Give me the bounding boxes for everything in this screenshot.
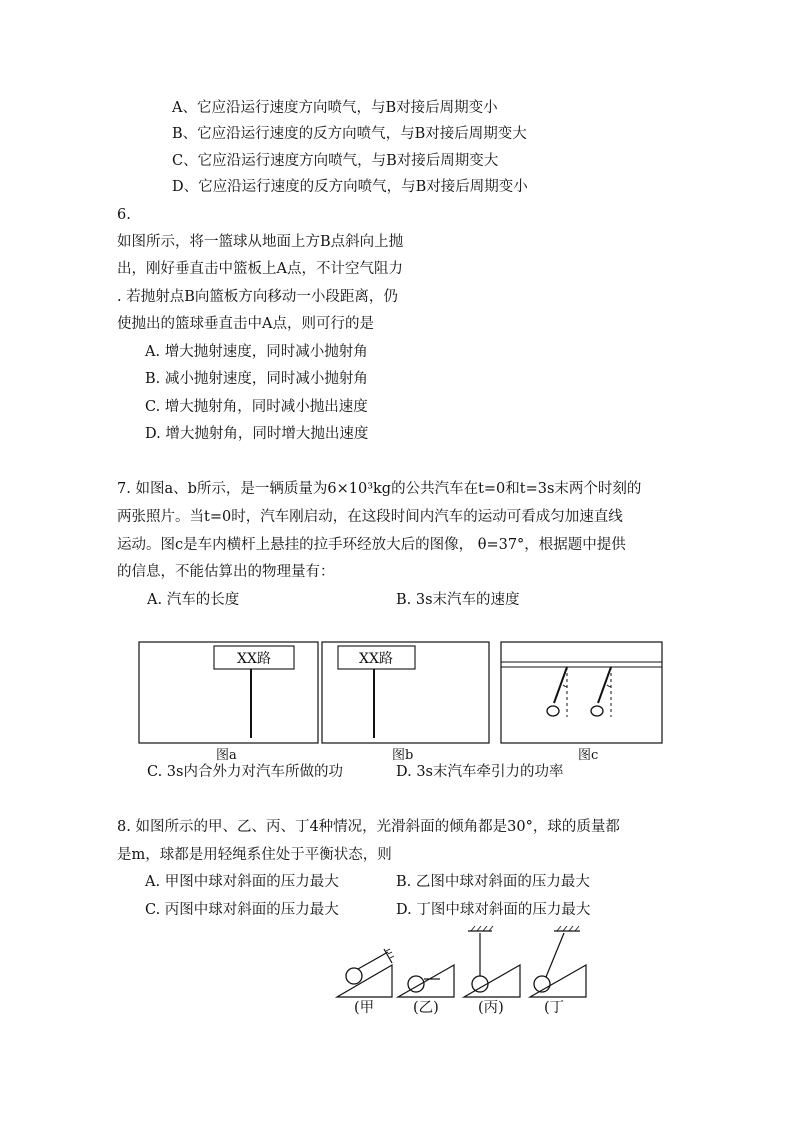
incline-bing xyxy=(464,926,520,997)
figure-c-caption: 图c xyxy=(578,748,599,763)
q6-stem-line-2: 出，刚好垂直击中篮板上A点，不计空气阻力 xyxy=(117,261,403,277)
q5-option-c: C、它应沿运行速度方向喷气，与B对接后周期变大 xyxy=(172,153,499,169)
q6-stem-line-1: 如图所示，将一篮球从地面上方B点斜向上抛 xyxy=(117,234,404,250)
q5-option-b: B、它应沿运行速度的反方向喷气，与B对接后周期变大 xyxy=(172,126,527,142)
q8-option-a: A. 甲图中球对斜面的压力最大 xyxy=(145,874,339,890)
figure-b-sign: XX路 xyxy=(359,651,393,667)
incline-label-bing: (丙) xyxy=(478,1000,504,1016)
q7-stem-line-1: 7. 如图a、b所示，是一辆质量为6×10³kg的公共汽车在t=0和t=3s末两个时刻的 xyxy=(117,481,642,497)
q7-stem-line-3: 运动。图c是车内横杆上悬挂的拉手环经放大后的图像， θ=37°，根据题中提供 xyxy=(117,537,626,553)
figure-a xyxy=(138,641,320,745)
q6-option-a: A. 增大抛射速度，同时减小抛射角 xyxy=(145,344,368,360)
q5-option-d: D、它应沿运行速度的反方向喷气，与B对接后周期变小 xyxy=(172,179,528,195)
q7-option-d: D. 3s末汽车牵引力的功率 xyxy=(396,764,564,780)
q7-stem-line-2: 两张照片。当t=0时，汽车刚启动，在这段时间内汽车的运动可看成匀加速直线 xyxy=(117,509,623,525)
q7-stem-line-4: 的信息，不能估算出的物理量有： xyxy=(117,564,335,580)
q6-option-b: B. 减小抛射速度，同时减小抛射角 xyxy=(145,371,368,387)
incline-ding xyxy=(530,926,586,997)
incline-label-yi: (乙) xyxy=(413,1000,439,1016)
q6-stem-line-3: . 若抛射点B向篮板方向移动一小段距离，仍 xyxy=(117,289,398,305)
incline-figures xyxy=(332,925,592,1000)
q6-stem-line-4: 使抛出的篮球垂直击中A点，则可行的是 xyxy=(117,316,374,332)
q8-option-d: D. 丁图中球对斜面的压力最大 xyxy=(396,902,591,918)
q7-option-b: B. 3s末汽车的速度 xyxy=(396,592,520,608)
figure-b xyxy=(321,641,491,745)
q8-option-b: B. 乙图中球对斜面的压力最大 xyxy=(396,874,590,890)
figure-b-caption: 图b xyxy=(392,748,414,763)
figure-a-caption: 图a xyxy=(216,748,237,763)
incline-label-ding: (丁 xyxy=(544,1000,565,1016)
q5-option-a: A、它应沿运行速度方向喷气，与B对接后周期变小 xyxy=(172,100,498,116)
q8-stem-line-1: 8. 如图所示的甲、乙、丙、丁4种情况，光滑斜面的倾角都是30°，球的质量都 xyxy=(117,819,620,835)
q6-number: 6. xyxy=(117,207,131,223)
figure-a-sign: XX路 xyxy=(237,651,271,667)
q7-option-a: A. 汽车的长度 xyxy=(147,592,240,608)
incline-jia xyxy=(337,949,394,997)
incline-yi xyxy=(398,965,454,997)
q8-option-c: C. 丙图中球对斜面的压力最大 xyxy=(145,902,339,918)
incline-label-jia: (甲 xyxy=(354,1000,375,1016)
q6-option-d: D. 增大抛射角，同时增大抛出速度 xyxy=(145,426,369,442)
q7-option-c: C. 3s内合外力对汽车所做的功 xyxy=(147,764,343,780)
q6-option-c: C. 增大抛射角，同时减小抛出速度 xyxy=(145,399,368,415)
q8-stem-line-2: 是m，球都是用轻绳系住处于平衡状态，则 xyxy=(117,847,392,863)
figure-c xyxy=(500,641,664,745)
